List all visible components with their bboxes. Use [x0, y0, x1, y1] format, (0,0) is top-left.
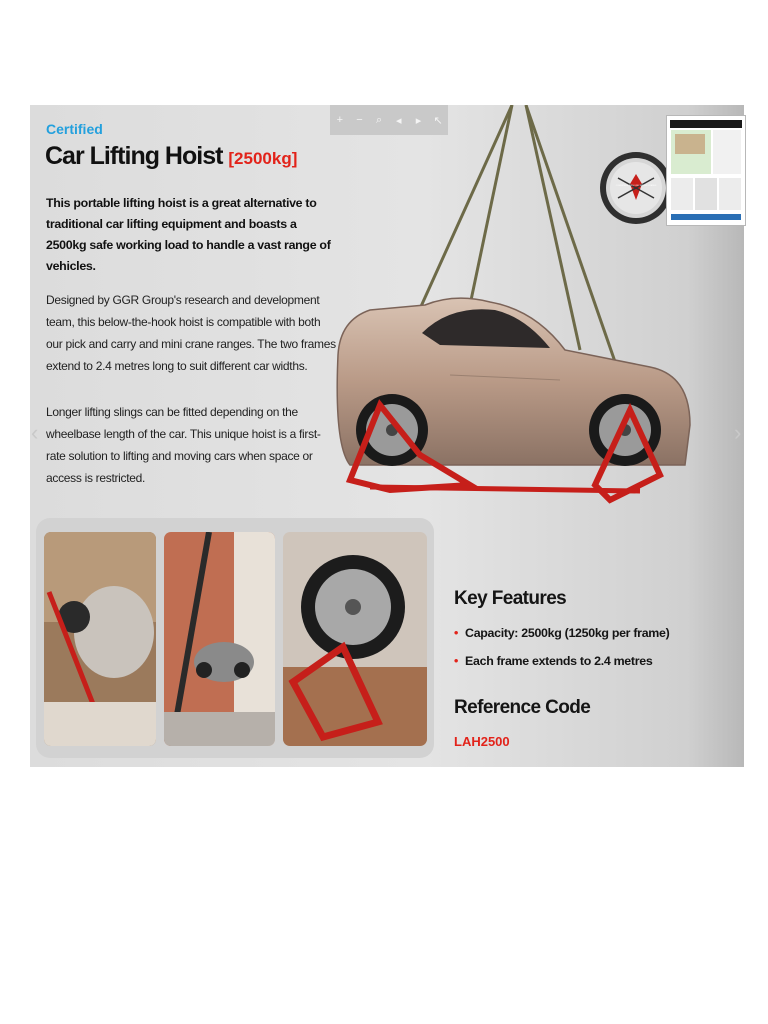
bullet-icon: •: [454, 626, 459, 640]
certified-label: Certified: [46, 121, 103, 137]
gallery-photo-3: [283, 532, 427, 746]
bullet-icon: •: [454, 654, 459, 668]
compatibility-badge: [596, 126, 670, 250]
reference-code-heading: Reference Code: [454, 697, 591, 718]
list-item: [454, 626, 669, 654]
gallery-photo-2: [164, 532, 275, 746]
page-title: [45, 142, 297, 171]
key-features-heading: Key Features: [454, 588, 567, 609]
previous-page-arrow-icon[interactable]: ‹: [31, 420, 39, 445]
page-thumbnail[interactable]: [666, 115, 746, 226]
zoom-in-icon[interactable]: +: [336, 114, 344, 126]
next-page-icon[interactable]: ▸: [415, 114, 422, 127]
product-name: Car Lifting Hoist: [45, 142, 223, 170]
cursor-icon[interactable]: ↖: [433, 114, 443, 127]
gallery-photo-1: [44, 532, 156, 746]
key-features-list: [454, 626, 669, 682]
capacity-tag: [2500kg]: [228, 149, 298, 168]
badge-text: COMPATIBLE WITH UNIC SPIDER CRANES: [615, 185, 657, 187]
zoom-out-icon[interactable]: −: [356, 114, 363, 126]
feature-text: Each frame extends to 2.4 metres: [465, 654, 653, 668]
reference-code-value: LAH2500: [454, 734, 510, 749]
previous-page-icon[interactable]: ◂: [396, 114, 402, 127]
intro-paragraph: This portable lifting hoist is a great alternative to traditional car lifting equipment and boasts a 2500kg safe working load to handle a vast range of vehicles.: [46, 196, 331, 273]
next-page-arrow-icon[interactable]: ›: [734, 420, 742, 445]
slings-paragraph: Longer lifting slings can be fitted depending on the wheelbase length of the car. This unique hoist is a first-rate solution to lifting and moving cars when space or access is restricted.: [46, 405, 321, 485]
description-paragraph: Designed by GGR Group's research and development team, this below-the-hook hoist is compatible with both our pick and carry and mini crane ranges. The two frames extend to 2.4 metres long to suit different car widths.: [46, 293, 336, 373]
list-item: [454, 654, 669, 682]
feature-text: Capacity: 2500kg (1250kg per frame): [465, 626, 670, 640]
thumbnail-preview: [667, 116, 745, 225]
viewer-toolbar: [330, 105, 448, 135]
search-icon[interactable]: ⌕: [376, 113, 383, 126]
